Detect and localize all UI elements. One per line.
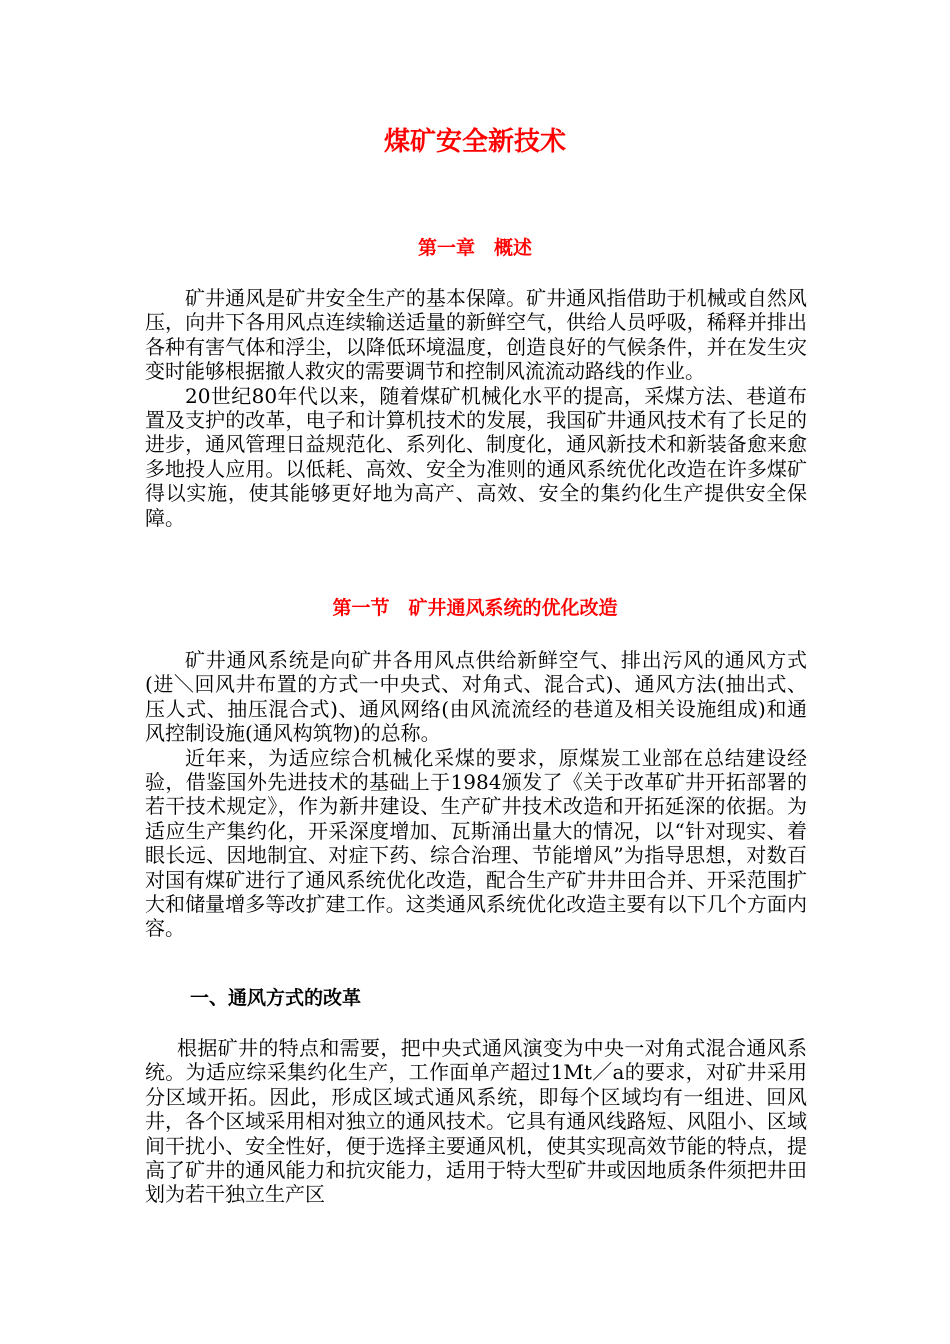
document-title: 煤矿安全新技术 — [383, 127, 566, 157]
section-body — [145, 648, 807, 941]
paragraph: 根据矿井的特点和需要，把中央式通风演变为中央一对角式混合通风系统。为适应综采集约化生产，工作面单产超过1Mt／a的要求，对矿井采用分区域开拓。因此，形成区域式通风系统，即每个区域均有一组进、回风井，各个区域采用相对独立的通风技术。它具有通风线路短、风阻小、区域间干扰小、安全性好，便于选择主要通风机，使其实现高效节能的特点，提高了矿井的通风能力和抗灾能力，适用于特大型矿井或因地质条件须把井田划为若干独立生产区 — [145, 1036, 807, 1207]
subsection-heading: 一、通风方式的改革 — [190, 987, 362, 1009]
paragraph: 近年来，为适应综合机械化采煤的要求，原煤炭工业部在总结建设经验，借鉴国外先进技术的基础上于1984颁发了《关于改革矿井开拓部署的若干技术规定》，作为新井建设、生产矿井技术改造和开拓延深的依据。为适应生产集约化，开采深度增加、瓦斯涌出量大的情况，以“针对现实、着眼长远、因地制宜、对症下药、综合治理、节能增风”为指导思想，对数百对国有煤矿进行了通风系统优化改造，配合生产矿井井田合并、开采范围扩大和储量增多等改扩建工作。这类通风系统优化改造主要有以下几个方面内容。 — [145, 745, 807, 941]
paragraph: 矿井通风是矿井安全生产的基本保障。矿井通风指借助于机械或自然风压，向井下各用风点连续输送适量的新鲜空气，供给人员呼吸，稀释并排出各种有害气体和浮尘，以降低环境温度，创造良好的气候条件，并在发生灾变时能够根据撤人救灾的需要调节和控制风流流动路线的作业。 — [145, 286, 807, 384]
chapter-heading: 第一章 概述 — [417, 237, 532, 259]
subsection-body — [145, 1036, 807, 1207]
section-heading: 第一节 矿井通风系统的优化改造 — [332, 597, 618, 619]
paragraph: 矿井通风系统是向矿井各用风点供给新鲜空气、排出污风的通风方式(进＼回风井布置的方式一中央式、对角式、混合式)、通风方法(抽出式、压人式、抽压混合式)、通风网络(由风流流经的巷道及相关设施组成)和通风控制设施(通风构筑物)的总称。 — [145, 648, 807, 746]
chapter-body — [145, 286, 807, 530]
paragraph: 20世纪80年代以来，随着煤矿机械化水平的提高，采煤方法、巷道布置及支护的改革，电子和计算机技术的发展，我国矿井通风技术有了长足的进步，通风管理日益规范化、系列化、制度化，通风新技术和新装备愈来愈多地投人应用。以低耗、高效、安全为准则的通风系统优化改造在许多煤矿得以实施，使其能够更好地为高产、高效、安全的集约化生产提供安全保障。 — [145, 383, 807, 530]
